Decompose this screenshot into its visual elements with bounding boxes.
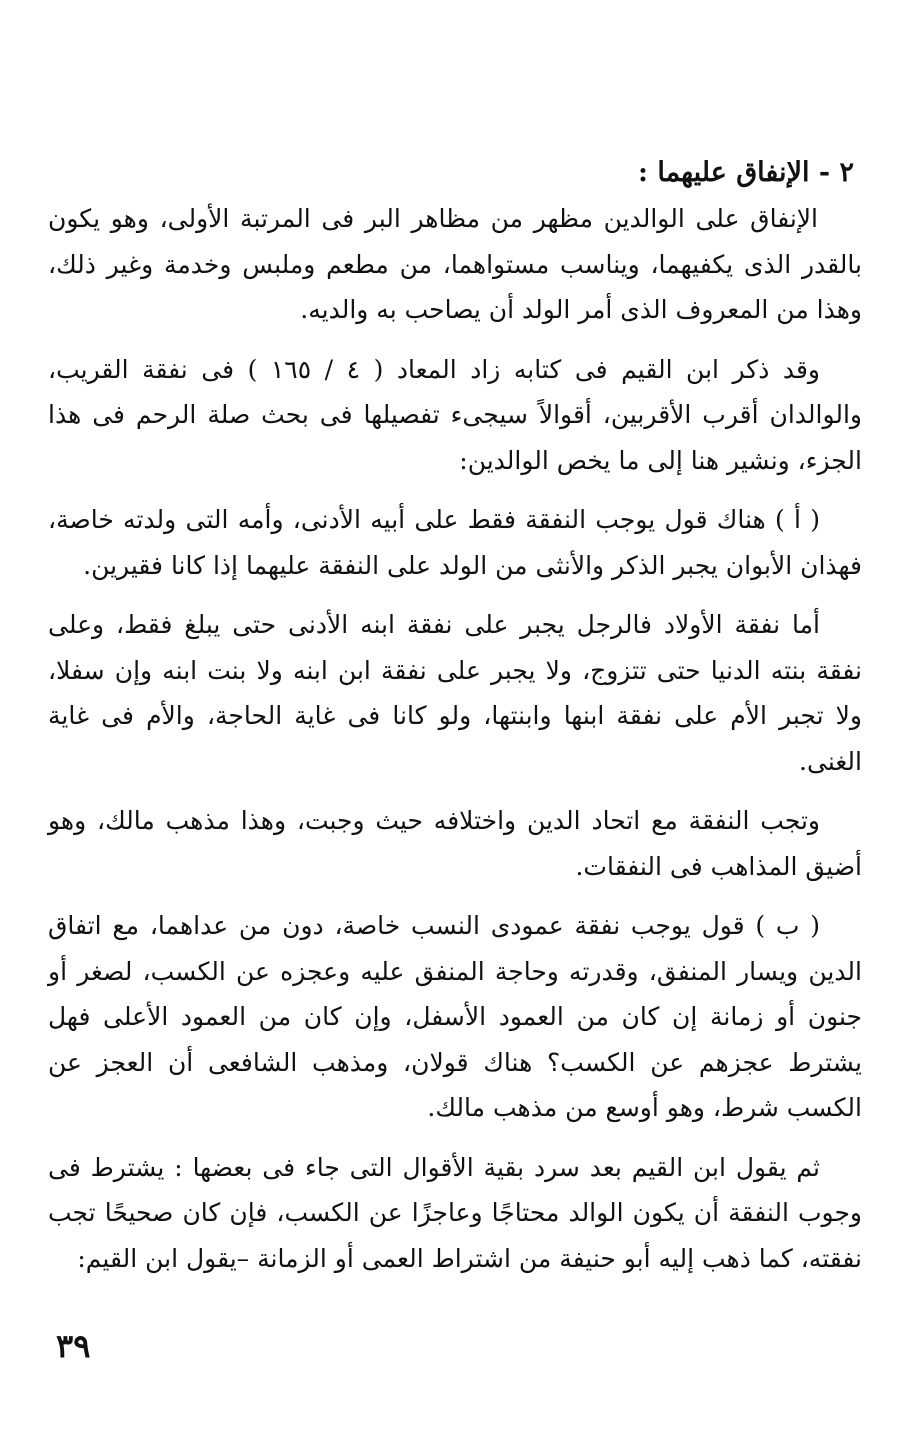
paragraph-opinion-a: ( أ ) هناك قول يوجب النفقة فقط على أبيه الأدنى، وأمه التى ولدته خاصة، فهذان الأبوان يجبر الذكر والأنثى من الولد على النفقة عليهما إذا كانا فقيرين.: [48, 505, 862, 580]
paragraph-remaining-opinions: ثم يقول ابن القيم بعد سرد بقية الأقوال التى جاء فى بعضها : يشترط فى وجوب النفقة أن يكون الوالد محتاجًا وعاجزًا عن الكسب، فإن كان صحيحًا تجب نفقته، كما ذهب إليه أبو حنيفة من اشتراط العمى أو الزمانة –يقول ابن القيم:: [48, 1152, 862, 1273]
paragraph-spending-on-parents: الإنفاق على الوالدين مظهر من مظاهر البر فى المرتبة الأولى، وهو يكون بالقدر الذى يكفيهما، ويناسب مستواهما، من مطعم وملبس وخدمة وغير ذلك، وهذا من المعروف الذى أمر الولد أن يصاحب به والديه.: [48, 204, 862, 324]
paragraph-ibn-qayyim-zad-al-maad: وقد ذكر ابن القيم فى كتابه زاد المعاد ( ٤ / ١٦٥ ) فى نفقة القريب، والوالدان أقرب الأقربين، أقوالاً سيجىء تفصيلها فى بحث صلة الرحم فى هذا الجزء، ونشير هنا إلى ما يخص الوالدين:: [48, 354, 862, 475]
page-number: ٣٩: [56, 1327, 91, 1365]
section-heading: ٢ - الإنفاق عليهما :: [637, 157, 854, 188]
paragraph-children-maintenance: أما نفقة الأولاد فالرجل يجبر على نفقة ابنه الأدنى حتى يبلغ فقط، وعلى نفقة بنته الدنيا حتى تتزوج، ولا يجبر على نفقة ابن ابنه ولا بنت ابنه وإن سفلا، ولا تجبر الأم على نفقة ابنها وابنتها، ولو كانا فى غاية الحاجة، والأم فى غاية الغنى.: [48, 610, 862, 776]
paragraph-maliki-school: وتجب النفقة مع اتحاد الدين واختلافه حيث وجبت، وهذا مذهب مالك، وهو أضيق المذاهب فى النفقات.: [48, 806, 862, 881]
paragraph-opinion-b: ( ب ) قول يوجب نفقة عمودى النسب خاصة، دون من عداهما، مع اتفاق الدين ويسار المنفق، وقدرته وحاجة المنفق عليه وعجزه عن الكسب، لصغر أو جنون أو زمانة إن كان من العمود الأسفل، وإن كان من العمود الأعلى فهل يشترط عجزهم عن الكسب؟ هناك قولان، ومذهب الشافعى أن العجز عن الكسب شرط، وهو أوسع من مذهب مالك.: [48, 911, 862, 1122]
page-body: [48, 150, 862, 1295]
